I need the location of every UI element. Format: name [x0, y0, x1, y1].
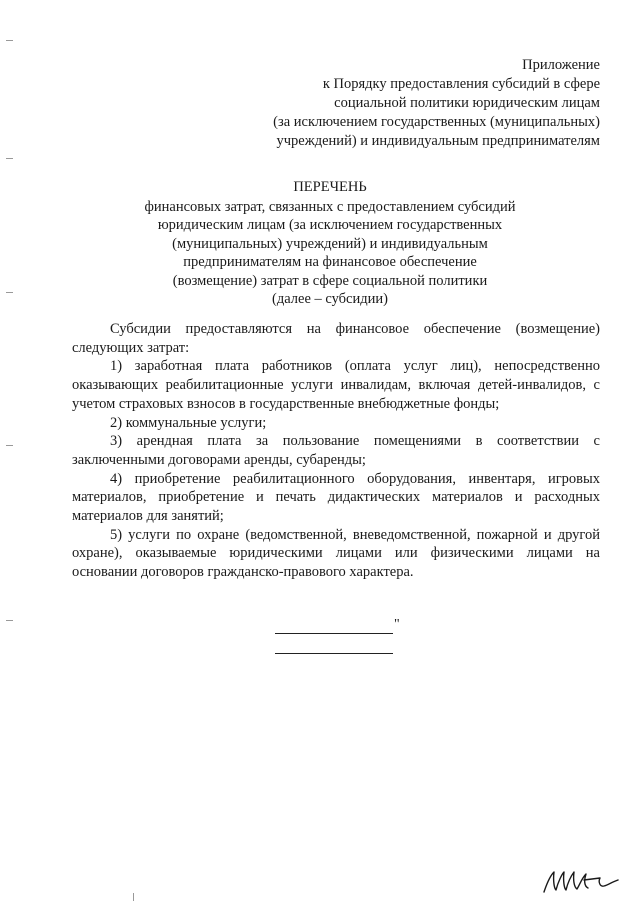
body-paragraph: 3) арендная плата за пользование помещениями в соответствии с заключенными договорами аренды, субаренды; — [72, 433, 600, 468]
margin-mark — [6, 445, 13, 446]
title-line: (далее – субсидии) — [272, 291, 388, 307]
title-line: финансовых затрат, связанных с предоставлением субсидий — [144, 198, 516, 215]
appendix-line: (за исключением государственных (муниципальных) — [273, 114, 600, 130]
appendix-line: Приложение — [522, 57, 600, 73]
document-body — [72, 320, 600, 582]
margin-mark — [6, 40, 13, 41]
title-line: (возмещение) затрат в сфере социальной политики — [172, 272, 488, 289]
closing-quote: " — [394, 617, 400, 632]
closing-line — [275, 633, 393, 634]
handwritten-initials-icon — [540, 860, 620, 900]
appendix-line: к Порядку предоставления субсидий в сфере — [322, 76, 600, 92]
document-title — [60, 178, 600, 309]
appendix-header — [200, 56, 600, 151]
closing-line — [275, 653, 393, 654]
body-paragraph: Субсидии предоставляются на финансовое обеспечение (возмещение) следующих затрат: — [72, 321, 600, 356]
body-paragraph: 2) коммунальные услуги; — [110, 414, 267, 431]
margin-mark — [6, 292, 13, 293]
body-paragraph: 1) заработная плата работников (оплата услуг лиц), непосредственно оказывающих реабилитационные услуги инвалидам, включая детей-инвалидов, с учетом страховых взносов в государственные внебюджетные фонды; — [72, 358, 600, 412]
title-line: предпринимателям на финансовое обеспечение — [183, 254, 477, 270]
title-heading: ПЕРЕЧЕНЬ — [293, 179, 367, 195]
margin-mark — [6, 158, 13, 159]
margin-mark — [133, 893, 134, 901]
appendix-line: социальной политики юридическим лицам — [334, 95, 600, 111]
body-paragraph: 4) приобретение реабилитационного оборудования, инвентаря, игровых материалов, приобретение и печать дидактических материалов и расходных материалов для занятий; — [72, 470, 600, 525]
margin-mark — [6, 620, 13, 621]
title-line: юридическим лицам (за исключением государственных — [157, 217, 503, 233]
body-paragraph: 5) услуги по охране (ведомственной, вневедомственной, пожарной и другой охране), оказываемые юридическими лицами или физическими лицами на основании договоров гражданско-правового характера. — [72, 526, 600, 581]
appendix-line: учреждений) и индивидуальным предпринимателям — [276, 133, 600, 149]
title-line: (муниципальных) учреждений) и индивидуальным — [172, 235, 488, 252]
